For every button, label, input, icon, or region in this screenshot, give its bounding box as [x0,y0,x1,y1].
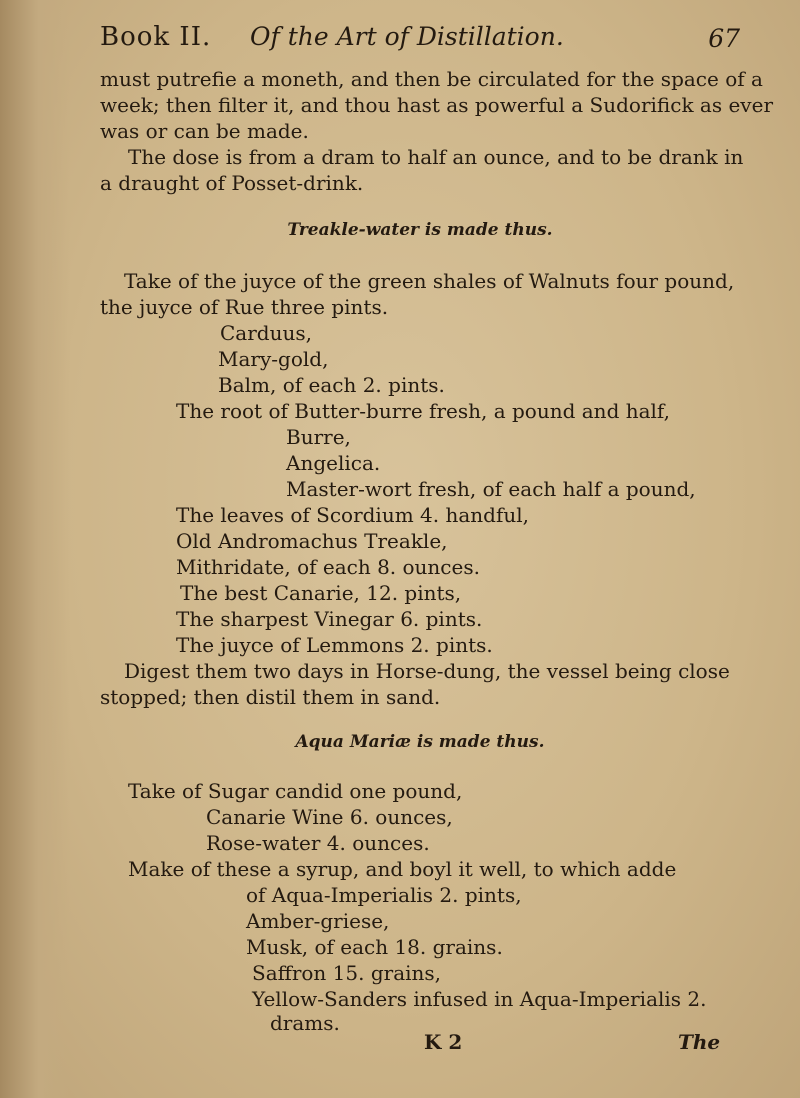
page-gutter-shadow [0,0,70,1098]
page-number: 67 [708,24,740,53]
text-line: was or can be made. [100,119,309,143]
text-line: Yellow-Sanders infused in Aqua-Imperialis 2. [252,987,707,1011]
text-line: The dose is from a dram to half an ounce, and to be drank in [128,145,744,169]
text-line: The leaves of Scordium 4. handful, [176,503,529,527]
text-line: Mithridate, of each 8. ounces. [176,555,480,579]
catchword: The [678,1030,721,1054]
text-line: Mary-gold, [218,347,329,371]
text-line: of Aqua-Imperialis 2. pints, [246,883,522,907]
section-heading: Aqua Mariæ is made thus. [295,732,545,752]
text-line: Carduus, [220,321,312,345]
text-line: The juyce of Lemmons 2. pints. [176,633,493,657]
text-line: Take of the juyce of the green shales of Walnuts four pound, [124,269,735,293]
section-heading: Treakle-water is made thus. [287,220,553,240]
text-line: The sharpest Vinegar 6. pints. [176,607,483,631]
text-line: the juyce of Rue three pints. [100,295,389,319]
text-line: Take of Sugar candid one pound, [128,779,463,803]
text-line: Canarie Wine 6. ounces, [206,805,453,829]
running-header [100,18,740,62]
running-title: Of the Art of Distillation. [250,22,564,51]
text-line: Digest them two days in Horse-dung, the vessel being close [124,659,730,683]
text-line: Amber-griese, [246,909,390,933]
text-line: Saffron 15. grains, [252,961,442,985]
text-line: must putrefie a moneth, and then be circulated for the space of a [100,67,763,91]
text-line: Balm, of each 2. pints. [218,373,445,397]
text-line: a draught of Posset-drink. [100,171,364,195]
text-line: Musk, of each 18. grains. [246,935,503,959]
text-line: drams. [270,1011,340,1035]
text-line: Rose-water 4. ounces. [206,831,430,855]
text-line: The root of Butter-burre fresh, a pound and half, [176,399,670,423]
signature-mark: K 2 [424,1030,463,1054]
text-line: week; then filter it, and thou hast as powerful a Sudorifick as ever [100,93,773,117]
text-line: stopped; then distil them in sand. [100,685,441,709]
book-label: Book II. [100,22,212,52]
text-line: Angelica. [286,451,381,475]
text-line: Make of these a syrup, and boyl it well, to which adde [128,857,677,881]
text-line: Burre, [286,425,351,449]
text-line: Old Andromachus Treakle, [176,529,448,553]
text-line: Master-wort fresh, of each half a pound, [286,477,696,501]
text-line: The best Canarie, 12. pints, [180,581,462,605]
